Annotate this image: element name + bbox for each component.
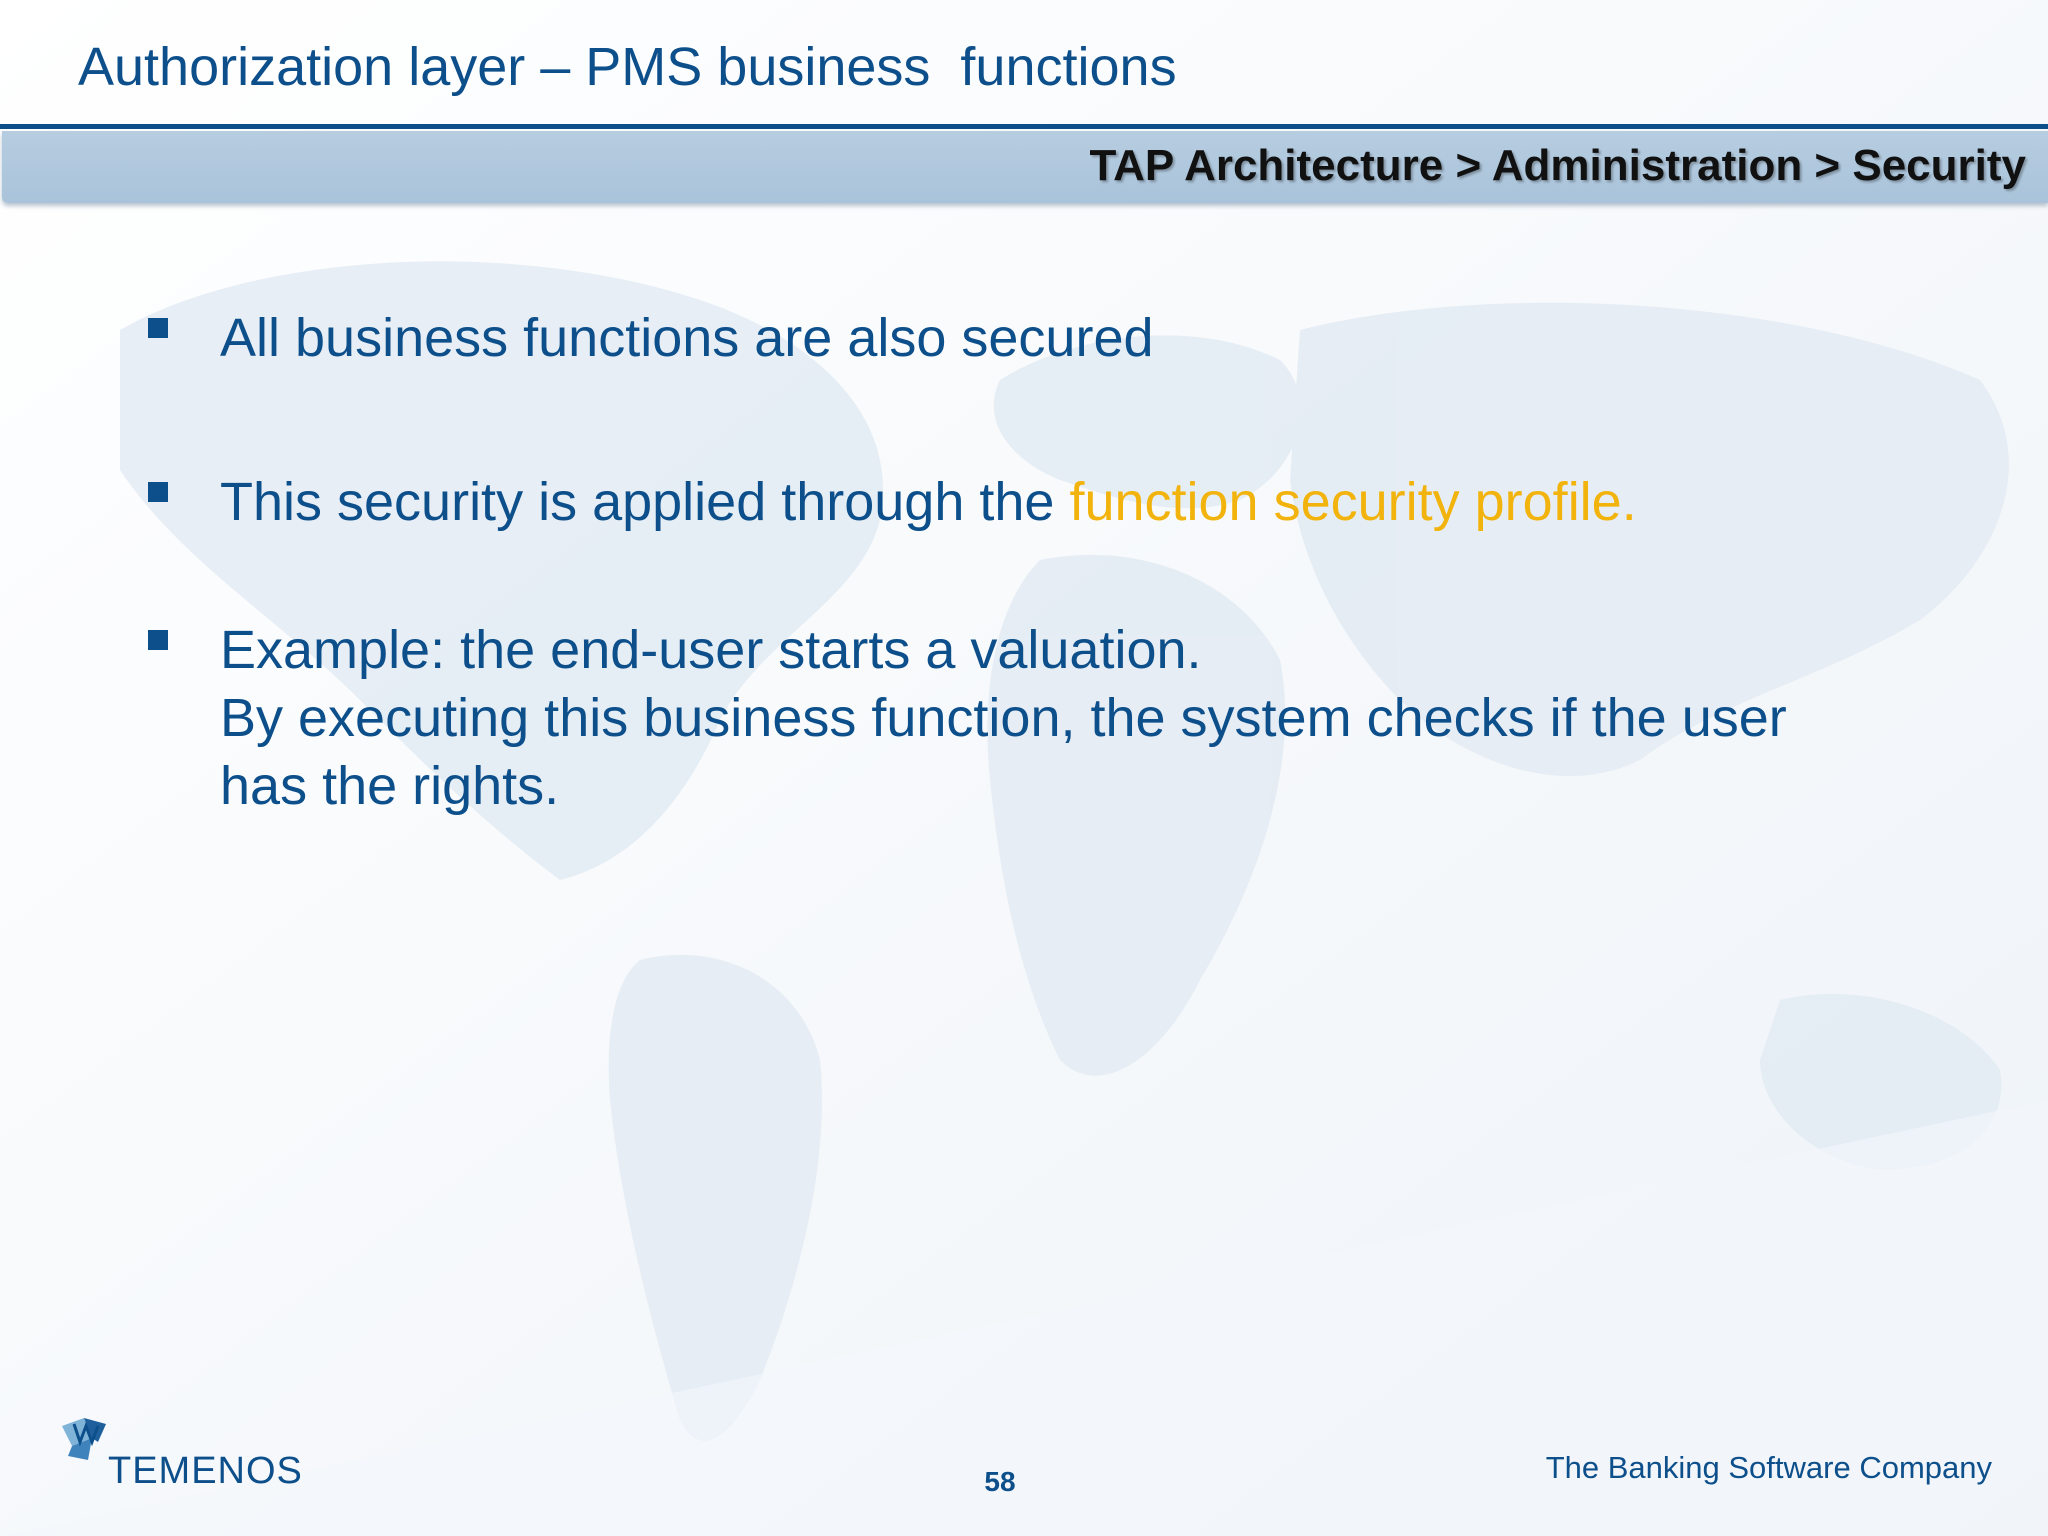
breadcrumb-bar [2, 131, 2048, 203]
page-number: 58 [984, 1466, 1016, 1497]
breadcrumb: TAP Architecture > Administration > Security [1089, 141, 2026, 190]
company-tagline: The Banking Software Company [1545, 1450, 1992, 1485]
square-bullet-icon [148, 318, 168, 338]
square-bullet-icon [148, 482, 168, 502]
bullet-line: By executing this business function, the system checks if the user [220, 688, 1787, 748]
square-bullet-icon [148, 630, 168, 650]
bullet-line: has the rights. [220, 756, 560, 816]
logo-text: TEMENOS [108, 1450, 303, 1492]
slide-title: Authorization layer – PMS business functions [78, 37, 1177, 97]
bullet-line: Example: the end-user starts a valuation. [220, 620, 1202, 680]
bullet-text [220, 468, 1637, 536]
function-security-profile-highlight: function security profile. [1069, 472, 1637, 532]
temenos-logo-icon [58, 1416, 110, 1468]
bullet-text-plain: This security is applied through the [220, 472, 1070, 532]
title-divider [0, 124, 2048, 129]
bullet-text [220, 616, 1787, 820]
bullet-text: All business functions are also secured [220, 308, 1154, 368]
